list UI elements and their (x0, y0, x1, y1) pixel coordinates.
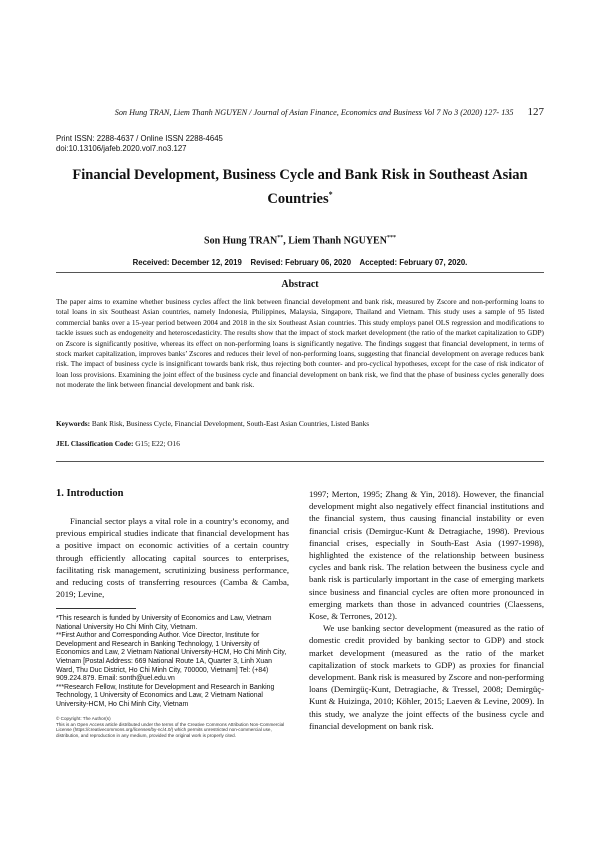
title-footnote-mark: * (328, 190, 333, 199)
paper-title (56, 166, 544, 209)
section-heading: 1. Introduction (56, 488, 124, 499)
intro-paragraph-right-2: We use banking sector development (measured as the ratio of domestic credit provided by banking sector to GDP) and stock market development (measured as the ratio of the market capitalization of stock markets to GDP) as proxies for financial development. Bank risk is measured by Zscore and non-performing loans (Demirgüç-Kunt, Detragiache, & Tressel, 2008; Demirgüç-Kunt & Huizinga, 2010; Köhler, 2015; Laeven & Levine, 2009). In this study, we analyze the joint effects of the business cycle and financial development on bank risk. (309, 623, 544, 731)
author-2: Liem Thanh NGUYEN (288, 235, 387, 247)
divider-top (56, 272, 544, 273)
left-column (56, 488, 289, 600)
issn-line: Print ISSN: 2288-4637 / Online ISSN 2288-4645 (56, 134, 223, 143)
keywords-label: Keywords: (56, 419, 91, 428)
license-text: This is an Open Access article distributed under the terms of the Creative Commons Attribution Non-Commercial License (https://creativecommons.org/licenses/by-nc/4.0/) which permits unrestricted non-commercial use, distribution, and reproduction in any medium, provided the original work is properly cited. (56, 721, 285, 738)
copyright-notice (56, 716, 289, 738)
author-1: Son Hung TRAN (204, 235, 278, 247)
author-separator: , (283, 235, 289, 247)
author-2-mark: *** (386, 235, 396, 241)
footnote-3: ***Research Fellow, Institute for Development and Research in Banking Technology, 1 University of Economics and Law, 2 Vietnam National University-HCM, Ho Chi Minh City, Vietnam (56, 683, 275, 708)
intro-paragraph-right-1: 1997; Merton, 1995; Zhang & Yin, 2018). However, the financial development might also negatively effect financial institutions and the financial system, thus causing financial instability or even financial crisis (Demirguc-Kunt & Detragiache, 1998). Previous financial crises, especially in South-East Asia (1997-1998), highlighted the existence of the relationship between business cycles and bank risk. The relation between the business cycle and bank risk is particularly important in the case of emerging markets since business and financial cycles are often more pronounced in emerging markets than those in advanced countries (Claessens, Kose, & Terrones, 2012). (309, 489, 544, 622)
footnote-rule (56, 608, 136, 609)
intro-paragraph-left: Financial sector plays a vital role in a country’s economy, and previous empirical studies indicate that financial development has a positive impact on economic activities of a certain country through efficiently allocating capital sources to enterprises, facilitating risk management, scrutinizing business performance, and reducing costs of transferring resources (Camba & Camba, 2019; Levine, (56, 516, 289, 600)
page-number: 127 (527, 106, 544, 118)
running-head-text: Son Hung TRAN, Liem Thanh NGUYEN / Journal of Asian Finance, Economics and Business Vol 7 No 3 (2020) 127- 135 (114, 108, 514, 117)
divider-bottom (56, 461, 544, 462)
abstract-heading: Abstract (281, 279, 319, 290)
keywords-line (56, 419, 544, 428)
jel-line (56, 439, 544, 448)
footnote-1: *This research is funded by University of Economics and Law, Vietnam National University Ho Chi Minh City, Vietnam. (56, 615, 272, 631)
jel-text: G15; E22; O16 (133, 439, 180, 448)
keywords-text: Bank Risk, Business Cycle, Financial Development, South-East Asian Countries, Listed Banks (90, 419, 370, 428)
submission-dates: Received: December 12, 2019 Revised: February 06, 2020 Accepted: February 07, 2020. (132, 258, 468, 267)
copyright-line: © Copyright: The Author(s) (56, 716, 111, 721)
running-head (56, 106, 544, 118)
footnote-2: **First Author and Corresponding Author. Vice Director, Institute for Development and Research in Banking Technology, 1 University of Economics and Law, 2 Vietnam National University-HCM, Ho Chi Minh City, Vietnam [Postal Address: 669 National Route 1A, Quarter 3, Linh Xuan Ward, Thu Duc District, Ho Chi Minh City, 700000, Vietnam] Tel: (+84) 909.224.879. Email: sonth@uel.edu.vn (56, 632, 287, 683)
doi-line: doi:10.13106/jafeb.2020.vol7.no3.127 (56, 144, 187, 153)
abstract-text: The paper aims to examine whether business cycles affect the link between financial development and bank risk, measured by Zscore and non-performing loans to total loans in six Southeast Asian countries, namely Indonesia, Philippines, Malaysia, Singapore, Thailand and Vietnam. This study uses a sample of 95 listed commercial banks over a 15-year period between 2004 and 2018 in the six Southeast Asian countries. This study employs panel OLS regression and modifications to tackle issues such as endogeneity and heteroscedasticity. The results show that the impact of stock market development (the ratio of the market capitalization to GDP) on Zscore is significantly positive, whereas its effect on non-performing loans is significantly negative. The findings suggest that financial development, in terms of stock market capitalization, improves banks’ Zscores and reduces their level of non-performing loans, suggesting that financial development on average reduces bank risk. The impact of business cycle is insignificant towards bank risk, thus rejecting both counter- and pro-cyclical hypotheses, except for the case of risk indicator of loan loss provisions. Examining the joint effect of the business cycle and financial development on bank risk, we find that the phase of business cycles generally does not moderate the link between financial development and bank risk. (56, 297, 544, 390)
right-column (309, 488, 544, 732)
paper-title-text: Financial Development, Business Cycle and Bank Risk in Southeast Asian Countries (72, 167, 528, 207)
footnotes (56, 615, 289, 710)
author-line (56, 235, 544, 246)
jel-label: JEL Classification Code: (56, 439, 134, 448)
author-1-mark: ** (277, 235, 284, 241)
issn-block (56, 134, 223, 154)
